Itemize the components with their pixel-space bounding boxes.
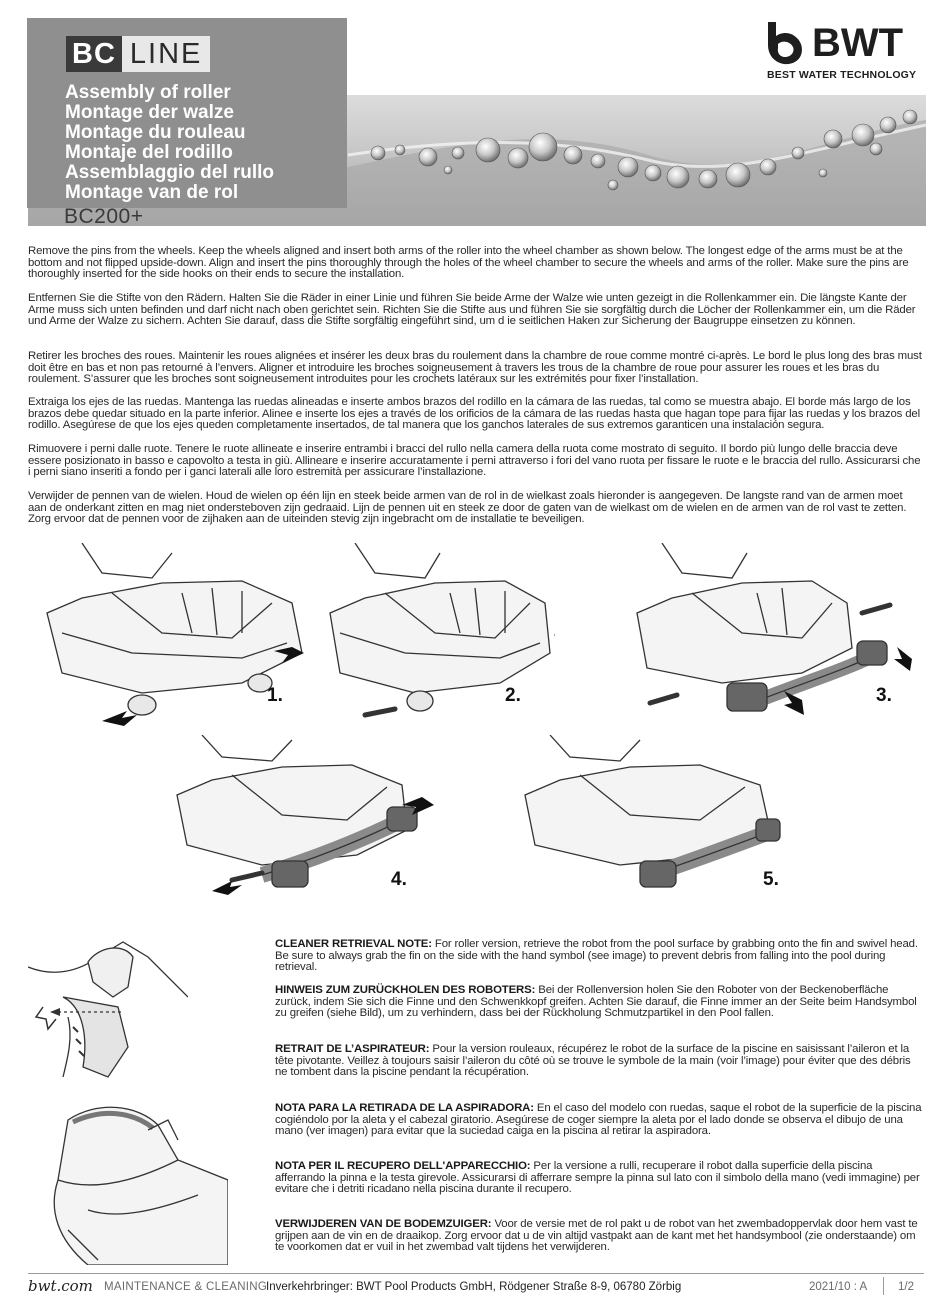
bwt-tagline: BEST WATER TECHNOLOGY bbox=[767, 69, 917, 81]
figure-step-4 bbox=[172, 735, 434, 895]
instructions-nl: Verwijder de pennen van de wielen. Houd de wielen op één lijn en steek beide armen van de rol in de wielkast zoals hieronder is aangegeven. De langste rand van de armen moet aan de onderkant zitten en mag niet ondersteboven zijn gedraaid. Lijn de pennen uit en steek ze door de gaten van de wielkast om de wielen en de armen van de rol vast te zetten. Zorg ervoor dat de pennen voor de zijhaken aan de uiteinden stevig zijn ingebracht om de installatie te beveiligen. bbox=[28, 490, 907, 526]
footer-separator bbox=[883, 1277, 884, 1295]
title-de: Montage der walze bbox=[65, 102, 234, 123]
model-name: BC200+ bbox=[64, 205, 144, 228]
note-de-heading: HINWEIS ZUM ZURÜCKHOLEN DES ROBOTERS: bbox=[275, 984, 536, 996]
step-label-1: 1. bbox=[267, 685, 283, 706]
bwt-wordmark: BWT bbox=[812, 21, 904, 65]
note-en bbox=[275, 939, 925, 974]
note-it bbox=[275, 1161, 925, 1196]
footer-page-number: 1/2 bbox=[898, 1281, 914, 1293]
note-de-text: Bei der Rollenversion holen Sie den Roboter von der Beckenoberfläche zurück, indem Sie sich die Finne und den Schwenkkopf greifen. Achten Sie darauf, die Finne immer an der Seite beim Handsymbol zu greifen (siehe Bild), um zu verhindern, dass bei der Rückholung Schmutzpartikel in den Pool fallen. bbox=[275, 984, 917, 1020]
figure-retrieval-hand bbox=[28, 937, 188, 1087]
step-label-2: 2. bbox=[505, 685, 521, 706]
title-nl: Montage van de rol bbox=[65, 182, 239, 203]
instructions-de: Entfernen Sie die Stifte von den Rädern. Halten Sie die Räder in einer Linie und führen Sie beide Arme der Walze wie unten gezeigt in die Rollenkammer ein. Die längste Kante der Arme muss sich unten befinden und darf nicht nach oben gerichtet sein. Richten Sie die Stifte aus und führen Sie sie sorgfältig durch die Löcher der Rollenkammer ein, um die Räder und Arme der Walze zu sichern. Achten Sie darauf, dass die Stifte sorgfältig eingeführt sind, um d ie seitlichen Haken zur Sicherung der Baugruppe einsetzen zu können. bbox=[28, 292, 916, 328]
note-fr-heading: RETRAIT DE L’ASPIRATEUR: bbox=[275, 1043, 430, 1055]
footer-address: Inverkehrbringer: BWT Pool Products GmbH, Rödgener Straße 8-9, 06780 Zörbig bbox=[266, 1281, 682, 1293]
note-en-heading: CLEANER RETRIEVAL NOTE: bbox=[275, 938, 432, 950]
note-fr bbox=[275, 1044, 925, 1079]
note-fr-text: Pour la version rouleaux, récupérez le robot de la surface de la piscine en saisissant l’aileron et la tête pivotante. Veillez à toujours saisir l’aileron du côté où se trouve le symbole de la main (voir l’image) pour éviter que des débris ne tombent dans la piscine pendant la récupération. bbox=[275, 1043, 911, 1079]
figure-retrieval-robot bbox=[28, 1100, 228, 1265]
note-es-heading: NOTA PARA LA RETIRADA DE LA ASPIRADORA: bbox=[275, 1102, 534, 1114]
step-label-4: 4. bbox=[391, 869, 407, 890]
note-nl-heading: VERWIJDEREN VAN DE BODEMZUIGER: bbox=[275, 1218, 492, 1230]
figure-step-5 bbox=[520, 735, 782, 895]
note-de bbox=[275, 985, 925, 1020]
title-en: Assembly of roller bbox=[65, 82, 231, 103]
note-es bbox=[275, 1103, 925, 1138]
title-es: Montaje del rodillo bbox=[65, 142, 233, 163]
title-fr: Montage du rouleau bbox=[65, 122, 246, 143]
instructions-fr: Retirer les broches des roues. Maintenir les roues alignées et insérer les deux bras du roulement dans la chambre de roue comme montré ci-après. Le bord le plus long des bras must doit être en bas et non pas retourné à l’envers. Aligner et introduire les broches soigneusement à travers les trous de la chambre de roue pour assurer les roues et les bras du roulement. S’assurer que les broches sont soigneusement introduites pour les crochets latéraux sur les extrémités pour fixer l’installation. bbox=[28, 350, 922, 386]
bwt-logo-icon bbox=[764, 20, 808, 71]
instructions-en: Remove the pins from the wheels. Keep the wheels aligned and insert both arms of the roller into the wheel chamber as shown below. The longest edge of the arms must be at the bottom and not flipped upside-down. Align and insert the pins thoroughly through the holes of the wheel chamber to secure the wheels and arms of the roller. Make sure the pins are thoroughly inserted for the side hooks on their ends to secure the installation. bbox=[28, 245, 909, 281]
note-nl-text: Voor de versie met de rol pakt u de robot van het zwembadoppervlak door hem vast te grijpen aan de vin en de draaikop. Zorg ervoor dat u de vin altijd vastpakt aan de kant met het handsymbool (zie onderstaande) om te voorkomen dat er vuil in het zwembad valt tijdens het verwijderen. bbox=[275, 1218, 918, 1254]
bc-line-logo bbox=[66, 36, 210, 72]
figure-step-3 bbox=[632, 543, 922, 728]
logo-bc: BC bbox=[66, 36, 122, 72]
footer-section: MAINTENANCE & CLEANING bbox=[104, 1281, 268, 1293]
note-en-text: For roller version, retrieve the robot from the pool surface by grabbing onto the fin and swivel head. Be sure to always grab the fin on the side with the hand symbol (see image) to prevent debris from falling into the pool during retrieval. bbox=[275, 938, 918, 974]
title-it: Assemblaggio del rullo bbox=[65, 162, 275, 183]
footer-date: 2021/10 : A bbox=[809, 1281, 868, 1293]
instructions-es: Extraiga los ejes de las ruedas. Mantenga las ruedas alineadas e inserte ambos brazos del rodillo en la cámara de las ruedas, tal como se muestra abajo. El borde más largo de los brazos debe quedar situado en la parte inferior. Alinee e inserte los ejes a través de los orificios de la cámara de las ruedas hasta que hagan tope para fijar las ruedas y los brazos del rodillo. Asegúrese de que los ejes queden completamente insertados, de tal manera que los ganchos laterales de sus extremos garanticen una instalación segura. bbox=[28, 396, 920, 432]
footer-divider bbox=[28, 1273, 924, 1274]
note-nl bbox=[275, 1219, 925, 1254]
note-es-text: En el caso del modelo con ruedas, saque el robot de la superficie de la piscina cogiéndolo por la aleta y el cabezal giratorio. Asegúrese de coger siempre la aleta por el lado donde se observa el dibujo de una mano (ver imagen) para evitar que la suciedad caiga en la piscina al retirar la aspiradora. bbox=[275, 1102, 922, 1138]
note-it-text: Per la versione a rulli, recuperare il robot dalla superficie della piscina afferrando la pinna e la testa girevole. Assicurarsi di afferrare sempre la pinna sul lato con il simbolo della mano (vedi immagine) per evitare che i detriti ricadano nella piscina durante il recupero. bbox=[275, 1160, 920, 1196]
step-label-5: 5. bbox=[763, 869, 779, 890]
step-label-3: 3. bbox=[876, 685, 892, 706]
logo-line: LINE bbox=[122, 36, 210, 72]
instructions-it: Rimuovere i perni dalle ruote. Tenere le ruote allineate e inserire entrambi i bracci del rullo nella camera della ruota come mostrato di seguito. Il bordo più lungo delle braccia deve essere posizionato in basso e capovolto a testa in giù. Allineare e inserire accuratamente i perni attraverso i fori del vano ruota per fissare le ruote e le braccia del rullo. Assicurarsi che i perni siano inseriti a fondo per i ganci laterali alle loro estremità per assicurare l’installazione. bbox=[28, 443, 921, 479]
note-it-heading: NOTA PER IL RECUPERO DELL'APPARECCHIO: bbox=[275, 1160, 531, 1172]
figure-step-2 bbox=[325, 543, 555, 728]
footer-logo: bwt.com bbox=[28, 1277, 93, 1295]
figure-step-1 bbox=[42, 543, 312, 728]
